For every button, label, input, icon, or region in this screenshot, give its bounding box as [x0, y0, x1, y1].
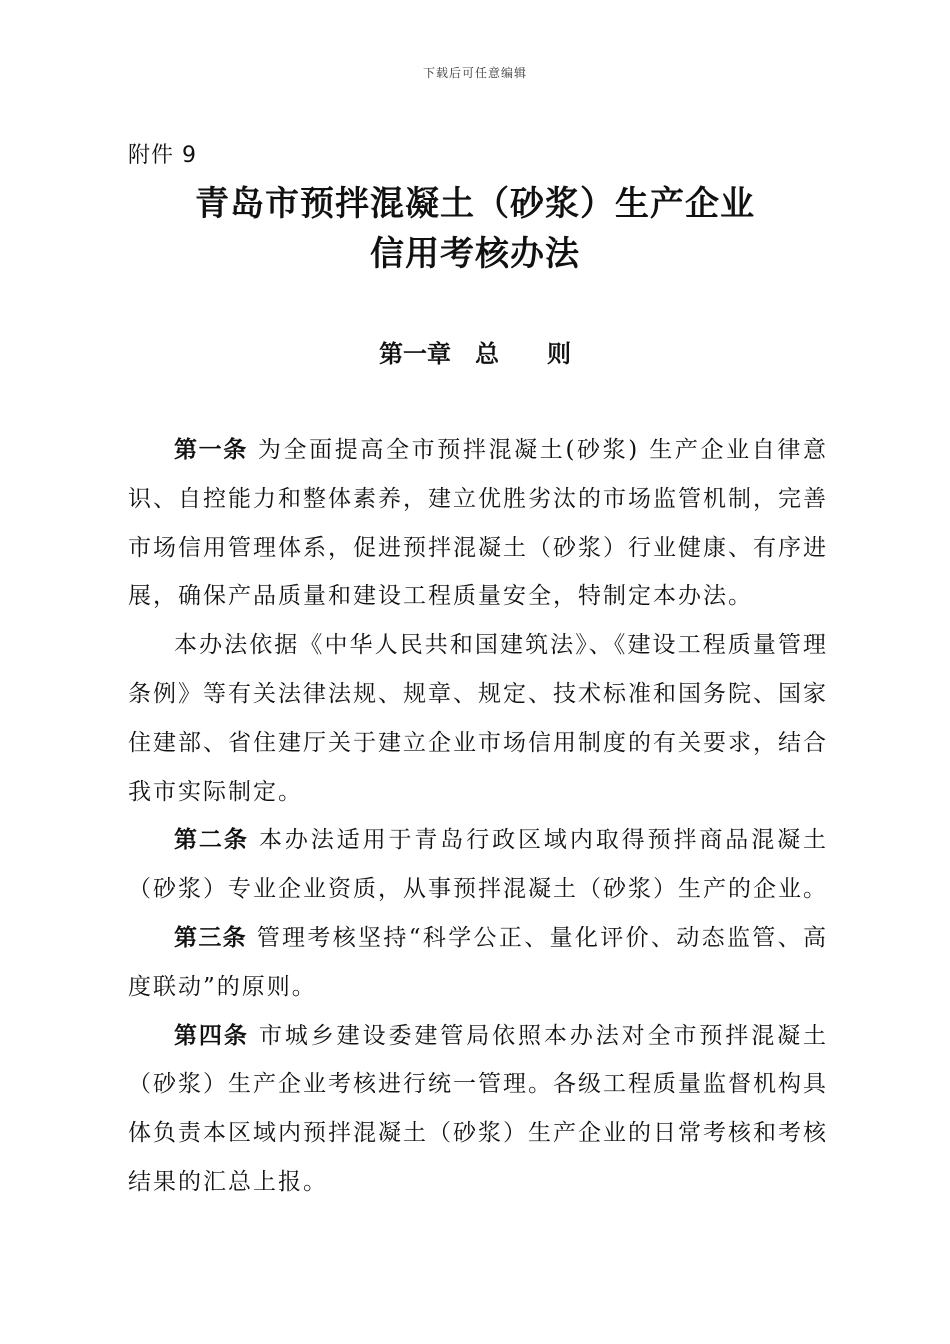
attachment-label: 附件 9: [128, 143, 197, 168]
article-text: 管理考核坚持“科学公正、量化评价、动态监管、高度联动”的原则。: [128, 924, 828, 1000]
chapter-heading: 第一章 总 则: [379, 340, 571, 368]
article-text: 本办法依据《中华人民共和国建筑法》、《建设工程质量管理条例》等有关法律法规、规章、规定、技术标准和国务院、国家住建部、省住建厅关于建立企业市场信用制度的有关要求，结合我市实际制定。: [128, 632, 828, 805]
article-2-paragraph: [128, 816, 828, 914]
document-title-line-2: 信用考核办法: [370, 234, 580, 274]
document-title-line-1: 青岛市预拌混凝土（砂浆）生产企业: [195, 184, 755, 224]
article-text: 本办法适用于青岛行政区域内取得预拌商品混凝土（砂浆）专业企业资质，从事预拌混凝土（砂浆）生产的企业。: [128, 827, 829, 903]
article-label: 第四条: [174, 1022, 249, 1049]
article-4-paragraph: [128, 1012, 828, 1207]
article-3-paragraph: [128, 914, 828, 1012]
article-text: 市城乡建设委建管局依照本办法对全市预拌混凝土（砂浆）生产企业考核进行统一管理。各级工程质量监督机构具体负责本区域内预拌混凝土（砂浆）生产企业的日常考核和考核结果的汇总上报。: [128, 1022, 829, 1195]
article-1-paragraph: [128, 426, 828, 621]
document-body: [128, 426, 828, 1207]
page-header-note: 下载后可任意编辑: [422, 66, 527, 80]
article-label: 第三条: [174, 924, 248, 951]
article-label: 第一条: [174, 437, 248, 463]
article-text: 为全面提高全市预拌混凝土(砂浆) 生产企业自律意识、自控能力和整体素养，建立优胜劣汰的市场监管机制，完善市场信用管理体系，促进预拌混凝土（砂浆）行业健康、有序进展，确保产品质量和建设工程质量安全，特制定本办法。: [128, 437, 829, 610]
article-1-basis-paragraph: [128, 621, 828, 816]
article-label: 第二条: [174, 827, 249, 854]
